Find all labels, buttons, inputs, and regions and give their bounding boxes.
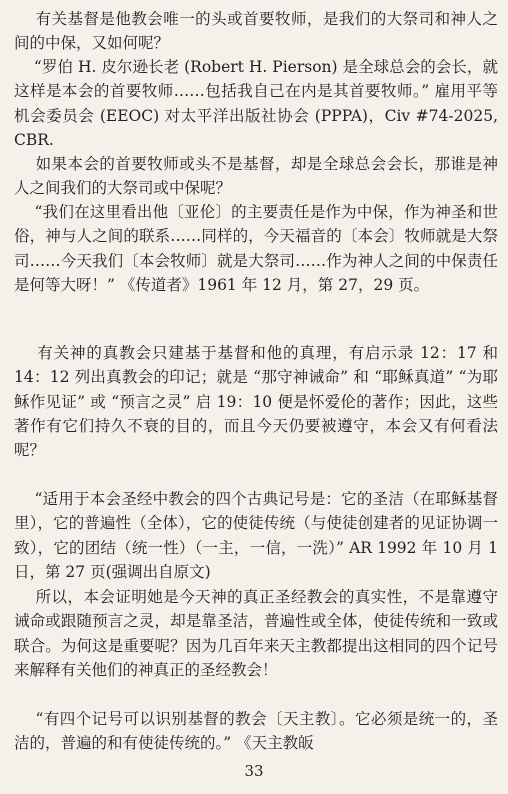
paragraph-1: 有关基督是他教会唯一的头或首要牧师，是我们的大祭司和神人之间的中保，又如何呢？ — [14, 10, 498, 53]
paragraph-2: “罗伯 H. 皮尔逊长老 (Robert H. Pierson) 是全球总会的会长，就这样是本会的首要牧师……包括我自己在内是其首要牧师。” 雇用平等机会委员会 (EEOC) 对太平洋出版社协会 (PPPA)，Civ #74-2025, CBR. — [14, 58, 503, 149]
paragraph-5: 有关神的真教会只建基于基督和他的真理，有启示录 12：17 和 14：12 列出真教会的印记；就是 “那守神诫命” 和 “耶稣真道” “为耶稣作见证” 或 “预言之灵” 启 19：10 便是怀爱伦的著作；因此，这些著作有它们持久不衰的目的，而且今天仍要被遵守，本会又有何看法呢？ — [14, 344, 503, 460]
page-number: 33 — [244, 762, 264, 780]
paragraph-3: 如果本会的首要牧师或头不是基督，却是全球总会会长，那谁是神人之间我们的大祭司或中保呢？ — [14, 155, 498, 198]
paragraph-7: 所以，本会证明她是今天神的真正圣经教会的真实性，不是靠遵守诫命或跟随预言之灵，却是靠圣洁，普遍性或全体，使徒传统和一致或联合。为何这是重要呢？因为几百年来天主教都提出这相同的四个记号来解释有关他们的神真正的圣经教会！ — [14, 588, 498, 679]
paragraph-8: “有四个记号可以识别基督的教会〔天主教〕。它必须是统一的，圣洁的，普遍的和有使徒传统的。” 《天主教皈 — [14, 710, 498, 753]
paragraph-6: “适用于本会圣经中教会的四个古典记号是：它的圣洁（在耶稣基督里），它的普遍性（全体），它的使徒传统（与使徒创建者的见证协调一致），它的团结（统一性）（一主，一信，一洗）” AR 1992 年 10 月 1 日，第 27 页(强调出自原文) — [14, 490, 503, 581]
paragraph-4: “我们在这里看出他〔亚伦〕的主要责任是作为中保，作为神圣和世俗，神与人之间的联系……同样的，今天福音的〔本会〕牧师就是大祭司……今天我们〔本会牧师〕就是大祭司……作为神人之间的中保责任是何等大呀！” 《传道者》1961 年 12 月，第 27，29 页。 — [14, 203, 498, 294]
